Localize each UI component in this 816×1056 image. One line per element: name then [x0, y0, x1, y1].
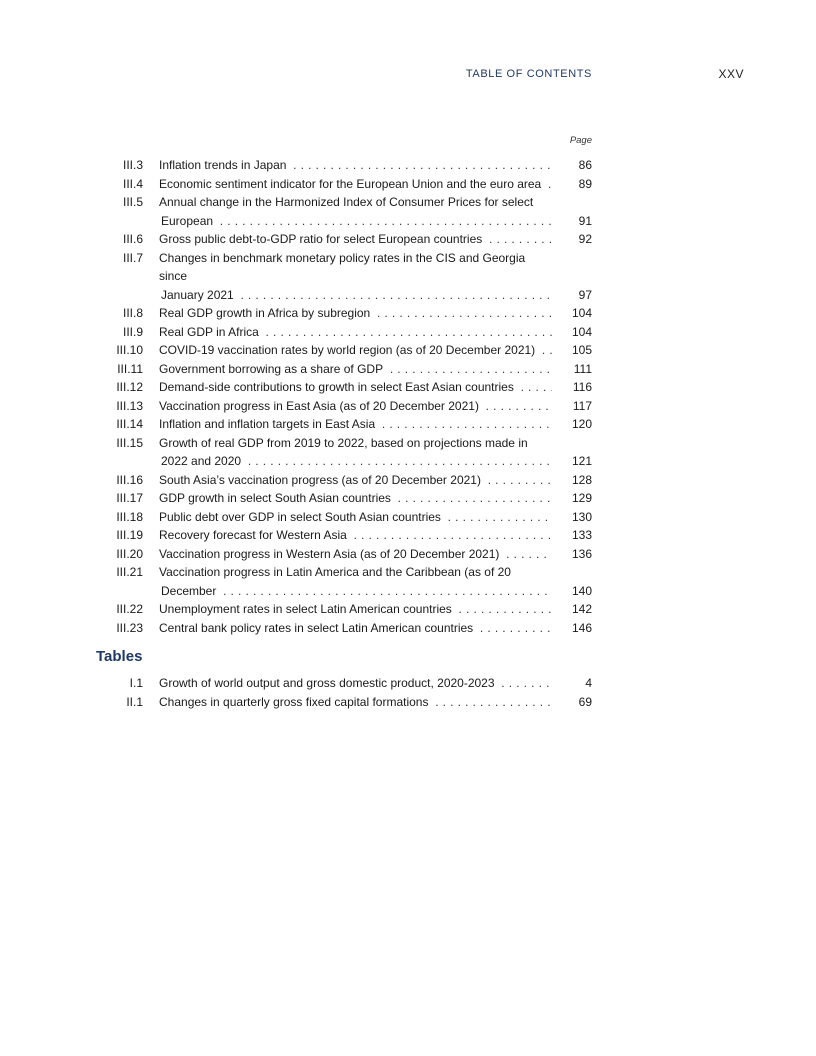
toc-entry-title: Changes in benchmark monetary policy rates in the CIS and Georgia since — [159, 250, 526, 283]
toc-entry[interactable] — [96, 249, 592, 305]
toc-entry[interactable] — [96, 341, 592, 360]
toc-entry-number: III.11 — [117, 361, 143, 376]
toc-entry-title: Vaccination progress in Western Asia (as of 20 December 2021) — [159, 546, 500, 561]
toc-entry-title: Inflation trends in Japan — [159, 158, 287, 172]
toc-entry-title: Central bank policy rates in select Latin American countries — [159, 620, 474, 635]
toc-entry-number: III.12 — [116, 380, 143, 394]
tables-section-heading: Tables — [96, 648, 143, 665]
toc-entry-number: III.6 — [122, 232, 143, 246]
toc-entry-number: III.19 — [116, 528, 143, 542]
toc-entry-title: Recovery forecast for Western Asia — [159, 528, 347, 542]
toc-entry-title: Gross public debt-to-GDP ratio for select European countries — [159, 232, 483, 246]
toc-entry-title: January 2021 — [161, 287, 234, 302]
toc-entry-title: Vaccination progress in East Asia (as of 20 December 2021) — [159, 398, 479, 413]
toc-entry-title: Growth of world output and gross domestic product, 2020-2023 — [159, 676, 495, 690]
toc-entry-number: III.3 — [122, 158, 143, 172]
page-column-label: Page — [569, 135, 592, 146]
toc-entry[interactable] — [96, 526, 592, 545]
toc-entry-title: Inflation and inflation targets in East Asia — [159, 417, 376, 431]
toc-entry[interactable] — [96, 508, 592, 527]
toc-entry-title: GDP growth in select South Asian countries — [159, 491, 391, 505]
toc-entry-page: 130 — [571, 509, 592, 524]
toc-entry-page: 91 — [578, 213, 592, 228]
toc-entry-page: 140 — [571, 583, 592, 598]
toc-entry-number: III.16 — [116, 472, 143, 487]
toc-entry-page: 133 — [571, 528, 592, 542]
toc-entry-title: South Asia’s vaccination progress (as of 20 December 2021) — [159, 472, 481, 487]
toc-entry-number: III.22 — [116, 602, 143, 616]
toc-entry[interactable] — [96, 175, 592, 194]
toc-entry-page: 120 — [571, 417, 592, 431]
toc-entry[interactable] — [96, 193, 592, 230]
toc-entry[interactable] — [96, 397, 592, 416]
toc-entry[interactable] — [96, 600, 592, 619]
running-header-title: TABLE OF CONTENTS — [465, 68, 592, 80]
toc-entry-number: II.1 — [126, 694, 143, 709]
toc-entry-number: III.17 — [116, 491, 143, 505]
toc-entry-title: 2022 and 2020 — [161, 454, 242, 468]
toc-entry[interactable] — [96, 563, 592, 600]
toc-entry[interactable] — [96, 434, 592, 471]
toc-entry-page: 4 — [585, 676, 592, 690]
toc-entry-page: 116 — [572, 380, 592, 394]
toc-entry-page: 69 — [578, 694, 592, 709]
tables-list — [96, 674, 592, 711]
toc-entry-page: 105 — [571, 343, 592, 357]
toc-entry-number: III.5 — [122, 195, 143, 209]
toc-entry-title: Real GDP growth in Africa by subregion — [159, 306, 371, 320]
toc-entry-page: 117 — [572, 398, 592, 413]
toc-entry-title: Vaccination progress in Latin America and the Caribbean (as of 20 — [159, 565, 511, 579]
toc-entry-page: 129 — [571, 491, 592, 505]
toc-entry-title: December — [161, 583, 217, 598]
toc-entry-title: Public debt over GDP in select South Asian countries — [159, 509, 441, 524]
toc-entry[interactable] — [96, 693, 592, 712]
toc-entry[interactable] — [96, 156, 592, 175]
toc-entry-number: III.10 — [116, 343, 143, 357]
toc-entry-title: Real GDP in Africa — [159, 324, 259, 339]
toc-entry-page: 86 — [578, 158, 592, 172]
toc-entry-title: Demand-side contributions to growth in select East Asian countries — [159, 380, 514, 394]
toc-entry-number: III.21 — [116, 565, 143, 579]
toc-entry-number: III.13 — [116, 398, 143, 413]
toc-entry-page: 121 — [571, 454, 592, 468]
toc-entry-page: 142 — [571, 602, 592, 616]
toc-entry-title: European — [161, 213, 214, 228]
toc-entry-page: 104 — [571, 324, 592, 339]
toc-entry-number: III.23 — [116, 620, 143, 635]
toc-entry-title: Growth of real GDP from 2019 to 2022, based on projections made in — [159, 435, 528, 450]
toc-entry[interactable] — [96, 378, 592, 397]
toc-entry[interactable] — [96, 545, 592, 564]
toc-entry-number: III.20 — [116, 546, 143, 561]
toc-entry-page: 146 — [571, 620, 592, 635]
toc-entry-number: III.15 — [116, 435, 143, 450]
toc-entry-title: Economic sentiment indicator for the European Union and the euro area — [159, 176, 542, 191]
toc-entry-number: III.18 — [116, 509, 143, 524]
toc-entry[interactable] — [96, 323, 592, 342]
toc-entry-number: III.14 — [116, 417, 143, 431]
toc-entry-page: 97 — [578, 287, 592, 302]
running-header-page-number: XXV — [718, 67, 744, 81]
toc-entry-title: Unemployment rates in select Latin American countries — [159, 602, 452, 616]
toc-entry-number: III.9 — [122, 324, 143, 339]
toc-entry-number: III.4 — [122, 176, 143, 191]
toc-entry-number: I.1 — [129, 676, 143, 690]
toc-entry-page: 136 — [571, 546, 592, 561]
toc-entry[interactable] — [96, 471, 592, 490]
toc-entry-page: 92 — [578, 232, 592, 246]
toc-entry[interactable] — [96, 415, 592, 434]
toc-entry[interactable] — [96, 619, 592, 638]
toc-entry-title: Changes in quarterly gross fixed capital formations — [159, 694, 429, 709]
toc-entry-page: 104 — [571, 306, 592, 320]
toc-entry[interactable] — [96, 489, 592, 508]
figures-list — [96, 156, 592, 637]
toc-entry-number: III.7 — [122, 250, 143, 265]
toc-entry[interactable] — [96, 674, 592, 693]
toc-entry-number: III.8 — [122, 306, 143, 320]
toc-entry-title: Government borrowing as a share of GDP — [159, 361, 384, 376]
toc-entry-title: COVID-19 vaccination rates by world region (as of 20 December 2021) — [159, 343, 536, 357]
toc-entry-page: 111 — [573, 361, 592, 376]
toc-entry[interactable] — [96, 304, 592, 323]
toc-entry-page: 128 — [571, 472, 592, 487]
toc-entry[interactable] — [96, 230, 592, 249]
toc-entry-page: 89 — [578, 176, 592, 191]
toc-entry-title: Annual change in the Harmonized Index of Consumer Prices for select — [159, 195, 534, 209]
toc-entry[interactable] — [96, 360, 592, 379]
